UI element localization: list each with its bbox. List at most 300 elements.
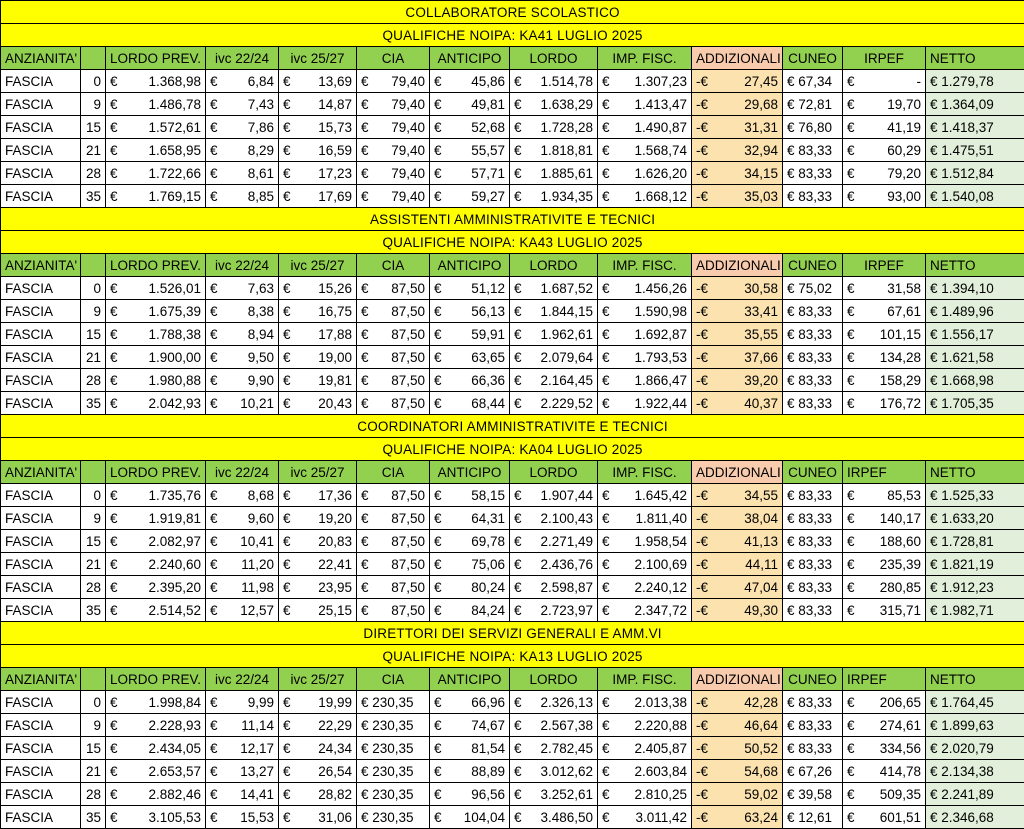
amount: 79,40	[391, 97, 425, 112]
currency-value	[514, 143, 593, 158]
amount: 16,59	[318, 143, 352, 158]
currency-value	[514, 764, 593, 779]
currency-value	[434, 373, 505, 388]
amount: 17,23	[318, 166, 352, 181]
currency-value	[110, 741, 201, 756]
currency-value	[514, 281, 593, 296]
table-cell	[510, 783, 598, 806]
amount: 2.228,93	[148, 718, 201, 733]
amount: 35,03	[744, 189, 778, 204]
currency-symbol: €	[210, 327, 220, 342]
currency-value	[514, 120, 593, 135]
currency-symbol: €	[110, 189, 120, 204]
amount: 13,69	[318, 74, 352, 89]
amount: 32,94	[744, 143, 778, 158]
table-cell: € 83,33	[783, 300, 843, 323]
currency-value	[847, 695, 921, 710]
column-header: CUNEO	[783, 461, 843, 484]
amount: 17,69	[318, 189, 352, 204]
currency-symbol: -€	[696, 304, 710, 319]
amount: 2.100,43	[540, 511, 593, 526]
currency-symbol: €	[602, 718, 612, 733]
currency-value	[361, 304, 425, 319]
amount: 1.788,38	[148, 327, 201, 342]
currency-value	[514, 534, 593, 549]
currency-symbol: €	[361, 350, 371, 365]
amount: 19,00	[318, 350, 352, 365]
currency-symbol: €	[602, 603, 612, 618]
currency-symbol: €	[110, 166, 120, 181]
table-cell: 21	[81, 346, 106, 369]
currency-symbol: €	[110, 488, 120, 503]
amount: 2.347,72	[634, 603, 687, 618]
amount: 2.810,25	[634, 787, 687, 802]
table-cell	[430, 70, 510, 93]
currency-value	[434, 189, 505, 204]
currency-value	[434, 741, 505, 756]
table-cell	[843, 277, 926, 300]
table-cell: € 83,33	[783, 530, 843, 553]
currency-symbol: €	[434, 695, 444, 710]
amount: 26,54	[318, 764, 352, 779]
column-header: LORDO	[510, 47, 598, 70]
amount: 87,50	[391, 511, 425, 526]
amount: 59,27	[471, 189, 505, 204]
table-cell	[206, 185, 279, 208]
table-cell	[279, 346, 357, 369]
table-cell: € 230,35	[357, 806, 430, 829]
currency-value	[514, 373, 593, 388]
table-cell: 0	[81, 70, 106, 93]
amount: 1.793,53	[634, 350, 687, 365]
amount: 87,50	[391, 488, 425, 503]
amount: 1.626,20	[634, 166, 687, 181]
currency-symbol: €	[210, 810, 220, 825]
table-cell	[430, 392, 510, 415]
column-header: LORDO	[510, 668, 598, 691]
currency-symbol: €	[514, 97, 524, 112]
amount: 41,13	[744, 534, 778, 549]
currency-value	[602, 281, 687, 296]
table-cell	[692, 599, 783, 622]
column-header: ANZIANITA'	[1, 668, 81, 691]
table-cell	[279, 783, 357, 806]
table-cell: 15	[81, 323, 106, 346]
amount: 8,68	[248, 488, 274, 503]
amount: 17,36	[318, 488, 352, 503]
currency-value	[361, 534, 425, 549]
currency-value	[602, 350, 687, 365]
table-cell: € 1.394,10	[926, 277, 1024, 300]
table-row	[1, 691, 1024, 714]
column-header	[81, 254, 106, 277]
currency-value	[283, 74, 352, 89]
table-row	[1, 530, 1024, 553]
amount: 13,27	[240, 764, 274, 779]
currency-symbol: €	[210, 373, 220, 388]
column-header: ivc 25/27	[279, 47, 357, 70]
currency-symbol: €	[361, 373, 371, 388]
currency-symbol: €	[847, 373, 857, 388]
currency-symbol: €	[283, 695, 293, 710]
amount: 3.252,61	[540, 787, 593, 802]
table-cell	[692, 323, 783, 346]
column-header: ivc 25/27	[279, 254, 357, 277]
currency-symbol: €	[210, 97, 220, 112]
table-cell	[692, 576, 783, 599]
currency-value	[434, 580, 505, 595]
currency-value	[514, 580, 593, 595]
column-header	[81, 668, 106, 691]
table-cell	[510, 139, 598, 162]
currency-value	[361, 603, 425, 618]
amount: 2.882,46	[148, 787, 201, 802]
table-cell	[692, 783, 783, 806]
table-cell	[692, 116, 783, 139]
table-cell	[106, 346, 206, 369]
table-cell	[206, 783, 279, 806]
table-cell	[598, 737, 692, 760]
table-cell	[357, 139, 430, 162]
amount: 79,40	[391, 120, 425, 135]
currency-value	[602, 787, 687, 802]
currency-symbol: €	[210, 764, 220, 779]
row-label: FASCIA	[1, 70, 81, 93]
table-row	[1, 806, 1024, 829]
table-cell	[206, 760, 279, 783]
column-header	[81, 47, 106, 70]
currency-value	[283, 580, 352, 595]
table-cell	[843, 162, 926, 185]
currency-symbol: €	[210, 603, 220, 618]
table-cell	[106, 300, 206, 323]
currency-value	[361, 557, 425, 572]
currency-value	[210, 557, 274, 572]
column-header: ADDIZIONALI	[692, 461, 783, 484]
column-header: ivc 25/27	[279, 461, 357, 484]
currency-symbol: €	[847, 304, 857, 319]
column-header: CIA	[357, 668, 430, 691]
table-cell	[598, 162, 692, 185]
amount: 1.486,78	[148, 97, 201, 112]
currency-symbol: €	[514, 741, 524, 756]
currency-value	[210, 74, 274, 89]
currency-value	[110, 764, 201, 779]
amount: 3.011,42	[635, 810, 687, 825]
amount: 57,71	[471, 166, 505, 181]
row-label: FASCIA	[1, 714, 81, 737]
table-cell	[843, 139, 926, 162]
table-cell	[430, 346, 510, 369]
currency-symbol: €	[361, 534, 371, 549]
currency-symbol: €	[110, 143, 120, 158]
table-cell	[357, 553, 430, 576]
currency-symbol: -€	[696, 281, 710, 296]
column-header: ivc 22/24	[206, 47, 279, 70]
currency-value	[696, 557, 778, 572]
currency-value	[847, 787, 921, 802]
amount: 176,72	[880, 396, 921, 411]
amount: 7,86	[248, 120, 274, 135]
table-cell	[692, 714, 783, 737]
column-header: NETTO	[926, 668, 1024, 691]
currency-symbol: €	[602, 120, 612, 135]
currency-symbol: €	[434, 534, 444, 549]
currency-value	[602, 304, 687, 319]
amount: 25,15	[318, 603, 352, 618]
row-label: FASCIA	[1, 530, 81, 553]
table-cell	[843, 116, 926, 139]
currency-symbol: €	[602, 166, 612, 181]
table-cell	[279, 760, 357, 783]
currency-symbol: €	[283, 580, 293, 595]
amount: 41,19	[887, 120, 921, 135]
currency-symbol: €	[110, 120, 120, 135]
currency-value	[696, 281, 778, 296]
currency-value	[847, 120, 921, 135]
table-cell	[598, 369, 692, 392]
table-cell: 21	[81, 553, 106, 576]
table-cell	[598, 806, 692, 829]
amount: 1.456,26	[634, 281, 687, 296]
currency-value	[210, 97, 274, 112]
amount: 2.436,76	[540, 557, 593, 572]
currency-symbol: €	[514, 74, 524, 89]
currency-symbol: €	[514, 281, 524, 296]
amount: 8,85	[248, 189, 274, 204]
currency-symbol: €	[847, 511, 857, 526]
amount: 15,73	[318, 120, 352, 135]
table-cell: € 2.346,68	[926, 806, 1024, 829]
table-cell: € 1.279,78	[926, 70, 1024, 93]
amount: 1.568,74	[634, 143, 687, 158]
currency-symbol: €	[110, 304, 120, 319]
currency-value	[434, 143, 505, 158]
table-cell	[843, 70, 926, 93]
currency-symbol: -€	[696, 580, 710, 595]
currency-value	[602, 764, 687, 779]
table-cell: € 1.899,63	[926, 714, 1024, 737]
currency-symbol: €	[283, 810, 293, 825]
currency-symbol: €	[210, 189, 220, 204]
table-cell	[206, 806, 279, 829]
currency-value	[602, 327, 687, 342]
currency-symbol: €	[434, 764, 444, 779]
amount: 38,04	[744, 511, 778, 526]
currency-value	[283, 373, 352, 388]
column-header: ANZIANITA'	[1, 254, 81, 277]
table-cell	[843, 300, 926, 323]
currency-value	[210, 787, 274, 802]
amount: 1.692,87	[634, 327, 687, 342]
currency-value	[283, 488, 352, 503]
table-cell	[430, 369, 510, 392]
amount: 51,12	[471, 281, 505, 296]
table-cell: € 83,33	[783, 162, 843, 185]
currency-value	[602, 603, 687, 618]
amount: 2.514,52	[148, 603, 201, 618]
column-header: LORDO PREV.	[106, 254, 206, 277]
amount: 8,94	[248, 327, 274, 342]
currency-symbol: €	[283, 74, 293, 89]
table-cell	[510, 806, 598, 829]
currency-symbol: €	[210, 143, 220, 158]
table-cell: € 83,33	[783, 484, 843, 507]
currency-symbol: €	[283, 189, 293, 204]
currency-value	[361, 350, 425, 365]
table-cell: 15	[81, 737, 106, 760]
amount: 10,21	[240, 396, 274, 411]
amount: 31,31	[744, 120, 778, 135]
currency-value	[110, 718, 201, 733]
amount: 1.728,28	[540, 120, 593, 135]
currency-symbol: €	[602, 74, 612, 89]
amount: 30,58	[744, 281, 778, 296]
currency-symbol: €	[434, 741, 444, 756]
currency-value	[210, 373, 274, 388]
currency-symbol: €	[110, 557, 120, 572]
table-cell: 9	[81, 300, 106, 323]
currency-value	[210, 488, 274, 503]
currency-value	[847, 304, 921, 319]
currency-value	[514, 810, 593, 825]
currency-symbol: €	[210, 120, 220, 135]
table-cell	[510, 185, 598, 208]
table-cell	[106, 323, 206, 346]
currency-value	[110, 396, 201, 411]
currency-symbol: €	[110, 810, 120, 825]
currency-symbol: €	[210, 787, 220, 802]
table-cell	[598, 484, 692, 507]
amount: 3.486,50	[540, 810, 593, 825]
table-cell	[598, 300, 692, 323]
column-header: IRPEF	[843, 254, 926, 277]
currency-symbol: €	[361, 189, 371, 204]
currency-value	[283, 557, 352, 572]
amount: 2.240,12	[634, 580, 687, 595]
table-cell	[206, 346, 279, 369]
currency-symbol: €	[361, 603, 371, 618]
table-cell	[598, 323, 692, 346]
currency-symbol: €	[361, 511, 371, 526]
currency-value	[210, 764, 274, 779]
table-cell	[357, 507, 430, 530]
currency-symbol: €	[847, 120, 857, 135]
amount: 88,89	[471, 764, 505, 779]
currency-symbol: €	[434, 120, 444, 135]
currency-symbol: €	[110, 534, 120, 549]
amount: 1.922,44	[634, 396, 687, 411]
row-label: FASCIA	[1, 277, 81, 300]
table-cell	[357, 70, 430, 93]
table-cell	[279, 484, 357, 507]
table-cell: € 230,35	[357, 737, 430, 760]
currency-value	[283, 120, 352, 135]
column-header: IMP. FISC.	[598, 461, 692, 484]
currency-symbol: €	[434, 718, 444, 733]
currency-value	[210, 511, 274, 526]
currency-value	[602, 189, 687, 204]
table-cell	[510, 714, 598, 737]
currency-value	[210, 741, 274, 756]
table-cell: € 83,33	[783, 323, 843, 346]
row-label: FASCIA	[1, 93, 81, 116]
amount: 56,13	[471, 304, 505, 319]
amount: 87,50	[391, 557, 425, 572]
amount: 27,45	[744, 74, 778, 89]
table-cell	[598, 760, 692, 783]
currency-symbol: €	[602, 281, 612, 296]
currency-value	[696, 603, 778, 618]
currency-symbol: €	[110, 741, 120, 756]
currency-symbol: €	[361, 143, 371, 158]
column-header: LORDO PREV.	[106, 461, 206, 484]
currency-value	[696, 373, 778, 388]
amount: 85,53	[887, 488, 921, 503]
section-title: COLLABORATORE SCOLASTICO	[1, 1, 1024, 24]
table-cell	[357, 346, 430, 369]
currency-value	[110, 74, 201, 89]
currency-symbol: €	[361, 281, 371, 296]
currency-value	[696, 787, 778, 802]
row-label: FASCIA	[1, 783, 81, 806]
column-header: ADDIZIONALI	[692, 254, 783, 277]
table-cell: € 75,02	[783, 277, 843, 300]
amount: 59,02	[744, 787, 778, 802]
table-cell: € 83,33	[783, 392, 843, 415]
column-header: ADDIZIONALI	[692, 47, 783, 70]
currency-value	[847, 350, 921, 365]
table-cell	[106, 576, 206, 599]
amount: 1.998,84	[148, 695, 201, 710]
currency-symbol: €	[361, 74, 371, 89]
table-cell	[279, 300, 357, 323]
amount: 140,17	[880, 511, 921, 526]
currency-symbol: €	[847, 534, 857, 549]
currency-symbol: €	[602, 764, 612, 779]
table-row	[1, 139, 1024, 162]
amount: 2.164,45	[540, 373, 593, 388]
table-cell	[843, 392, 926, 415]
amount: 1.900,00	[148, 350, 201, 365]
currency-value	[283, 350, 352, 365]
amount: 1.958,54	[634, 534, 687, 549]
currency-value	[514, 488, 593, 503]
table-cell	[598, 576, 692, 599]
column-header: ADDIZIONALI	[692, 668, 783, 691]
section-subtitle: QUALIFICHE NOIPA: KA41 LUGLIO 2025	[1, 24, 1024, 47]
section-subtitle: QUALIFICHE NOIPA: KA43 LUGLIO 2025	[1, 231, 1024, 254]
currency-value	[514, 718, 593, 733]
table-cell: 9	[81, 507, 106, 530]
table-cell: € 1.912,23	[926, 576, 1024, 599]
amount: 9,90	[248, 373, 274, 388]
currency-symbol: €	[847, 189, 857, 204]
amount: 104,04	[464, 810, 505, 825]
currency-value	[361, 97, 425, 112]
table-cell	[843, 369, 926, 392]
currency-value	[847, 511, 921, 526]
table-cell: € 1.489,96	[926, 300, 1024, 323]
table-row	[1, 185, 1024, 208]
currency-symbol: €	[283, 350, 293, 365]
currency-symbol: €	[283, 557, 293, 572]
currency-symbol: €	[210, 74, 220, 89]
table-cell	[510, 162, 598, 185]
currency-symbol: €	[361, 396, 371, 411]
amount: 2.723,97	[540, 603, 593, 618]
currency-symbol: €	[847, 97, 857, 112]
